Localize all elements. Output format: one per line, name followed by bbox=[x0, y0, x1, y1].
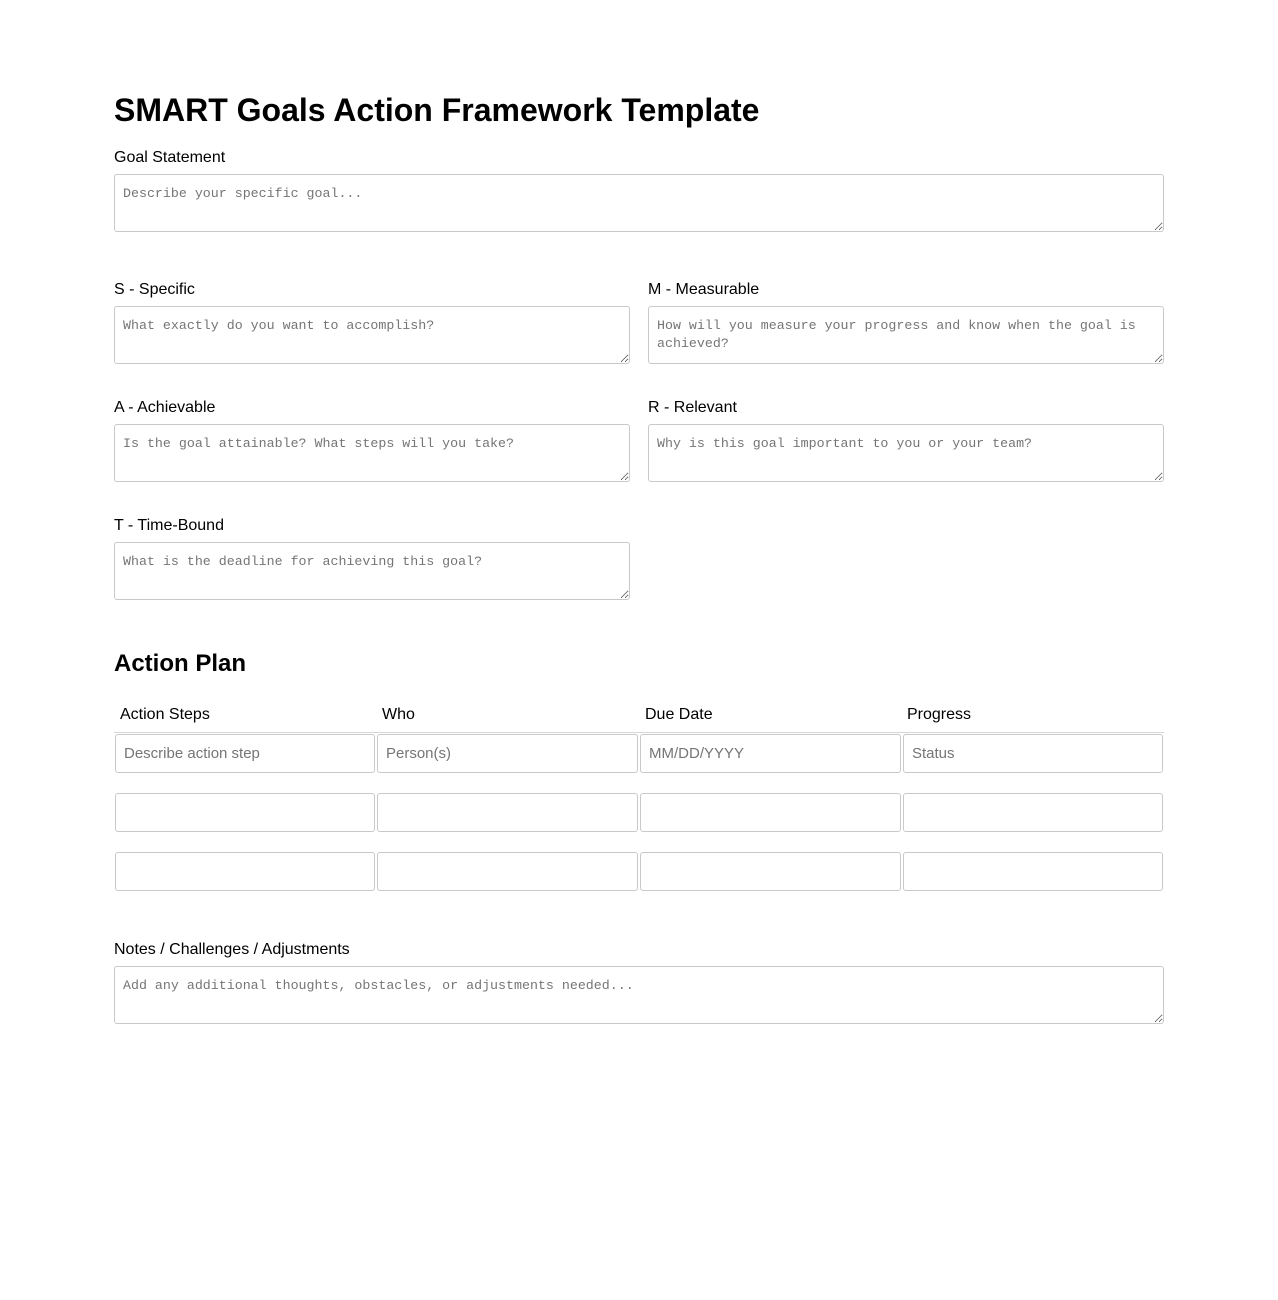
action-plan-heading: Action Plan bbox=[114, 650, 247, 677]
measurable-input[interactable] bbox=[648, 306, 1164, 364]
column-header-action-steps: Action Steps bbox=[120, 706, 210, 723]
specific-input[interactable] bbox=[114, 306, 630, 364]
action-plan-row bbox=[114, 734, 1164, 773]
achievable-input[interactable] bbox=[114, 424, 630, 482]
who-input[interactable] bbox=[377, 734, 638, 773]
progress-input[interactable] bbox=[903, 852, 1163, 891]
action-plan-header-row bbox=[114, 702, 1164, 733]
column-header-who: Who bbox=[382, 706, 415, 723]
column-header-progress: Progress bbox=[907, 706, 972, 723]
measurable-label: M - Measurable bbox=[648, 281, 760, 298]
due-date-input[interactable] bbox=[640, 793, 901, 832]
due-date-input[interactable] bbox=[640, 734, 901, 773]
who-input[interactable] bbox=[377, 852, 638, 891]
achievable-label: A - Achievable bbox=[114, 399, 216, 416]
goal-statement-input[interactable] bbox=[114, 174, 1164, 232]
action-step-input[interactable] bbox=[115, 852, 375, 891]
column-header-due-date: Due Date bbox=[645, 706, 713, 723]
progress-input[interactable] bbox=[903, 793, 1163, 832]
specific-label: S - Specific bbox=[114, 281, 195, 298]
action-plan-table bbox=[114, 702, 1164, 733]
goal-statement-label: Goal Statement bbox=[114, 149, 226, 166]
time-bound-label: T - Time-Bound bbox=[114, 517, 224, 534]
relevant-label: R - Relevant bbox=[648, 399, 737, 416]
page-title: SMART Goals Action Framework Template bbox=[114, 92, 760, 128]
who-input[interactable] bbox=[377, 793, 638, 832]
notes-label: Notes / Challenges / Adjustments bbox=[114, 941, 350, 958]
action-plan-row bbox=[114, 852, 1164, 891]
action-step-input[interactable] bbox=[115, 734, 375, 773]
action-step-input[interactable] bbox=[115, 793, 375, 832]
time-bound-input[interactable] bbox=[114, 542, 630, 600]
progress-input[interactable] bbox=[903, 734, 1163, 773]
action-plan-row bbox=[114, 793, 1164, 832]
relevant-input[interactable] bbox=[648, 424, 1164, 482]
notes-input[interactable] bbox=[114, 966, 1164, 1024]
due-date-input[interactable] bbox=[640, 852, 901, 891]
